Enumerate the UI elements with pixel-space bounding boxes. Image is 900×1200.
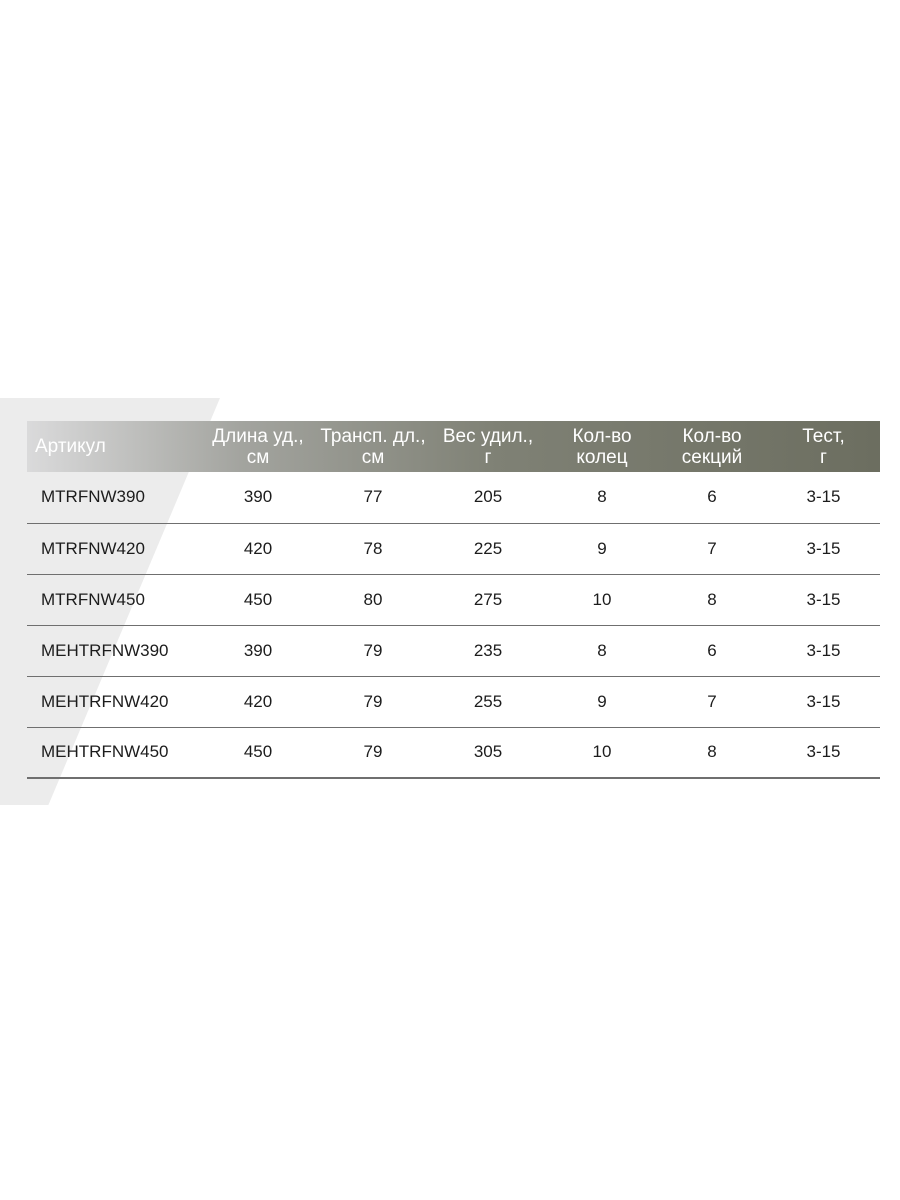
cell-rod-weight: 235 xyxy=(429,625,547,676)
cell-rings-count: 9 xyxy=(547,676,657,727)
header-casting-weight-line1: Тест, xyxy=(802,425,845,447)
cell-sections-count: 8 xyxy=(657,727,767,778)
cell-transport-length: 79 xyxy=(317,676,429,727)
header-article xyxy=(27,421,199,472)
header-sections-count xyxy=(657,421,767,472)
cell-rod-weight: 225 xyxy=(429,523,547,574)
cell-rod-weight: 305 xyxy=(429,727,547,778)
cell-article: MEHTRFNW420 xyxy=(27,676,199,727)
table-row xyxy=(27,574,880,625)
header-rod-weight-line2: г xyxy=(484,446,492,468)
cell-rod-length: 420 xyxy=(199,676,317,727)
cell-transport-length: 80 xyxy=(317,574,429,625)
cell-casting-weight: 3-15 xyxy=(767,625,880,676)
header-casting-weight-line2: г xyxy=(820,446,827,468)
cell-transport-length: 79 xyxy=(317,625,429,676)
header-rod-weight-line1: Вес удил., xyxy=(442,425,534,447)
header-transport-length xyxy=(317,421,429,472)
cell-rod-length: 390 xyxy=(243,487,273,507)
cell-rod-length: 450 xyxy=(199,727,317,778)
cell-rod-length: 420 xyxy=(199,523,317,574)
cell-rod-weight: 275 xyxy=(429,574,547,625)
cell-casting-weight: 3-15 xyxy=(767,727,880,778)
header-sections-count-line1: Кол-во xyxy=(682,425,742,447)
cell-article: MEHTRFNW390 xyxy=(27,625,199,676)
cell-sections-count: 6 xyxy=(657,625,767,676)
header-rings-count xyxy=(547,421,657,472)
cell-rings-count: 9 xyxy=(547,523,657,574)
header-rings-count-line2: колец xyxy=(576,446,628,468)
cell-casting-weight: 3-15 xyxy=(767,574,880,625)
table-row xyxy=(27,523,880,574)
header-article-label: Артикул xyxy=(35,436,106,457)
cell-casting-weight: 3-15 xyxy=(767,676,880,727)
cell-transport-length: 78 xyxy=(317,523,429,574)
cell-rod-weight: 255 xyxy=(429,676,547,727)
cell-sections-count: 7 xyxy=(657,523,767,574)
cell-casting-weight: 3-15 xyxy=(767,523,880,574)
cell-rod-length: 450 xyxy=(199,574,317,625)
header-rod-length-line1: Длина уд., xyxy=(212,425,304,447)
cell-rings-count: 10 xyxy=(547,727,657,778)
cell-article: MTRFNW420 xyxy=(27,523,199,574)
cell-rod-weight: 205 xyxy=(473,487,503,507)
cell-article: MTRFNW390 xyxy=(41,487,145,507)
cell-transport-length: 79 xyxy=(317,727,429,778)
header-transport-length-line1: Трансп. дл., xyxy=(320,425,426,447)
cell-rings-count: 8 xyxy=(597,487,607,507)
cell-sections-count: 8 xyxy=(657,574,767,625)
spec-table xyxy=(27,421,880,779)
cell-transport-length: 77 xyxy=(363,487,383,507)
header-rod-length-line2: см xyxy=(246,446,270,468)
cell-article: MEHTRFNW450 xyxy=(27,727,199,778)
cell-rod-length: 390 xyxy=(199,625,317,676)
cell-article: MTRFNW450 xyxy=(27,574,199,625)
header-rod-length xyxy=(199,421,317,472)
cell-sections-count: 7 xyxy=(657,676,767,727)
cell-rings-count: 8 xyxy=(547,625,657,676)
cell-casting-weight: 3-15 xyxy=(806,487,841,507)
header-transport-length-line2: см xyxy=(361,446,385,468)
table-row xyxy=(27,727,880,778)
header-rod-weight xyxy=(429,421,547,472)
table-header-row xyxy=(27,421,880,472)
header-rings-count-line1: Кол-во xyxy=(572,425,632,447)
cell-rings-count: 10 xyxy=(547,574,657,625)
table-row xyxy=(27,676,880,727)
table-row xyxy=(27,472,880,523)
table-row xyxy=(27,625,880,676)
header-sections-count-line2: секций xyxy=(681,446,743,468)
cell-sections-count: 6 xyxy=(707,487,717,507)
header-casting-weight xyxy=(767,421,880,472)
